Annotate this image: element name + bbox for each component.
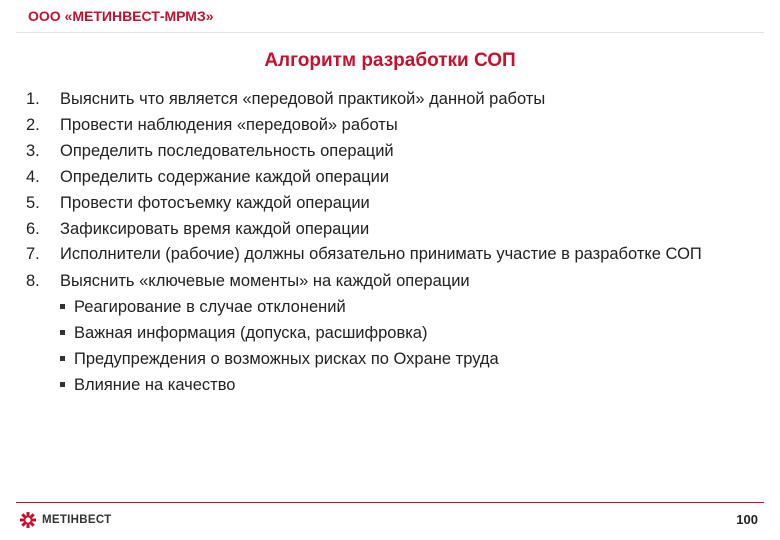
step-item <box>26 242 746 268</box>
step-item <box>26 138 746 164</box>
step-text: Определить последовательность операций <box>60 142 394 160</box>
step-number: 7. <box>26 245 40 263</box>
step-item <box>26 86 746 112</box>
sub-list-item <box>60 372 746 398</box>
metinvest-logo <box>20 512 112 528</box>
square-bullet-icon <box>60 304 65 309</box>
steps-list <box>26 86 746 398</box>
sub-item-text: Влияние на качество <box>74 376 236 394</box>
footer-divider <box>16 502 764 503</box>
step-text: Выяснить что является «передовой практикой» данной работы <box>60 90 546 108</box>
square-bullet-icon <box>60 356 65 361</box>
step-text: Определить содержание каждой операции <box>60 168 390 186</box>
step-text: Выяснить «ключевые моменты» на каждой операции <box>60 272 470 290</box>
sub-list-item <box>60 346 746 372</box>
step-text: Провести наблюдения «передовой» работы <box>60 116 398 134</box>
step-number: 2. <box>26 116 40 134</box>
step-text: Исполнители (рабочие) должны обязательно принимать участие в разработке СОП <box>60 245 702 263</box>
sub-item-text: Важная информация (допуска, расшифровка) <box>74 324 428 342</box>
sub-list-item <box>60 294 746 320</box>
metinvest-emblem-icon <box>20 512 36 528</box>
logo-text: МЕТІНВЕСТ <box>42 514 112 526</box>
step-number: 5. <box>26 194 40 212</box>
step-item <box>26 190 746 216</box>
page-number: 100 <box>736 512 758 527</box>
step-text: Провести фотосъемку каждой операции <box>60 194 370 212</box>
step-text: Зафиксировать время каждой операции <box>60 220 370 238</box>
sub-item-text: Предупреждения о возможных рисках по Охране труда <box>74 350 499 368</box>
step-number: 3. <box>26 142 40 160</box>
slide-title: Алгоритм разработки СОП <box>264 50 516 71</box>
header-divider <box>16 32 764 33</box>
key-points-list <box>60 294 746 398</box>
sub-list-item <box>60 320 746 346</box>
square-bullet-icon <box>60 382 65 387</box>
sub-item-text: Реагирование в случае отклонений <box>74 298 346 316</box>
step-number: 4. <box>26 168 40 186</box>
square-bullet-icon <box>60 330 65 335</box>
step-number: 6. <box>26 220 40 238</box>
company-name: ООО «МЕТИНВЕСТ-МРМЗ» <box>28 8 214 24</box>
step-item <box>26 268 746 398</box>
step-item <box>26 216 746 242</box>
step-item <box>26 112 746 138</box>
step-number: 8. <box>26 272 40 290</box>
step-number: 1. <box>26 90 40 108</box>
step-item <box>26 164 746 190</box>
